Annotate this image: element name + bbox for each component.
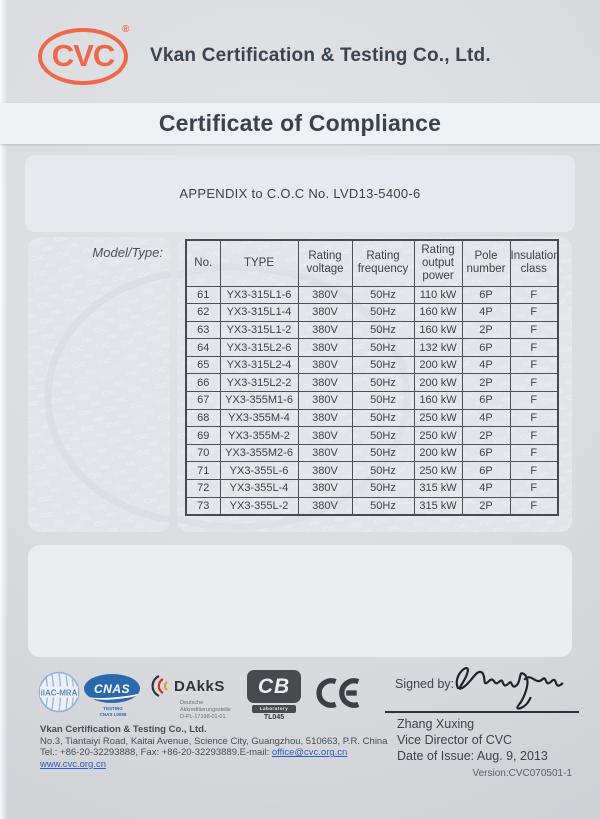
ce-mark-icon <box>308 674 360 712</box>
table-row <box>186 304 558 322</box>
cell-no: 61 <box>186 286 220 304</box>
signature-icon <box>447 655 572 710</box>
cell-output-power: 250 kW <box>414 462 462 480</box>
cell-frequency: 50Hz <box>352 286 414 304</box>
registered-trademark-icon: ® <box>122 24 130 35</box>
ratings-table <box>185 239 559 516</box>
cell-voltage: 380V <box>298 304 352 322</box>
cell-frequency: 50Hz <box>352 462 414 480</box>
cnas-subtext: TESTING CNAS L0098 <box>99 706 127 717</box>
cell-pole-number: 6P <box>462 462 510 480</box>
col-header-type: TYPE <box>220 240 298 286</box>
cell-pole-number: 2P <box>462 427 510 445</box>
col-header-rating-output-power: Rating output power <box>414 240 462 286</box>
cell-voltage: 380V <box>298 427 352 445</box>
cell-insulation-class: F <box>510 374 558 392</box>
cell-insulation-class: F <box>510 444 558 462</box>
table-row <box>186 427 558 445</box>
cell-output-power: 132 kW <box>414 339 462 357</box>
cell-frequency: 50Hz <box>352 356 414 374</box>
page-title: Certificate of Compliance <box>158 110 442 136</box>
cell-frequency: 50Hz <box>352 427 414 445</box>
cell-no: 64 <box>186 339 220 357</box>
cell-insulation-class: F <box>510 480 558 498</box>
footer-company: Vkan Certification & Testing Co., Ltd. <box>40 724 207 735</box>
cell-type: YX3-355L-4 <box>220 480 298 498</box>
cell-no: 72 <box>186 480 220 498</box>
cell-no: 71 <box>186 462 220 480</box>
table-row <box>186 497 558 515</box>
cell-no: 63 <box>186 321 220 339</box>
cell-voltage: 380V <box>298 497 352 515</box>
col-header-rating-frequency: Rating frequency <box>352 240 414 286</box>
table-row <box>186 286 558 304</box>
table-row <box>186 339 558 357</box>
cell-frequency: 50Hz <box>352 392 414 410</box>
col-header-insulation-class: Insulation class <box>510 240 558 286</box>
table-row <box>186 409 558 427</box>
cell-type: YX3-355M2-6 <box>220 444 298 462</box>
cell-voltage: 380V <box>298 339 352 357</box>
cell-insulation-class: F <box>510 392 558 410</box>
cell-frequency: 50Hz <box>352 304 414 322</box>
email-link[interactable]: office@cvc.org.cn <box>271 747 348 759</box>
cell-pole-number: 4P <box>462 356 510 374</box>
cell-type: YX3-355L-2 <box>220 497 298 515</box>
cell-pole-number: 2P <box>462 374 510 392</box>
cell-output-power: 200 kW <box>414 444 462 462</box>
website-link[interactable]: www.cvc.org.cn <box>40 758 106 770</box>
cell-output-power: 200 kW <box>414 356 462 374</box>
table-row <box>186 321 558 339</box>
cell-voltage: 380V <box>298 374 352 392</box>
model-type-box <box>28 237 170 532</box>
cell-no: 73 <box>186 497 220 515</box>
cell-pole-number: 2P <box>462 497 510 515</box>
cell-voltage: 380V <box>298 392 352 410</box>
cell-output-power: 250 kW <box>414 427 462 445</box>
col-header-no: No. <box>186 240 220 286</box>
dakks-icon: DAkkS Deutsche Akkreditierungsstelle D-PL-17198-01-01 <box>150 674 231 721</box>
cell-voltage: 380V <box>298 286 352 304</box>
cell-frequency: 50Hz <box>352 374 414 392</box>
cell-type: YX3-315L2-4 <box>220 356 298 374</box>
signer-name: Zhang Xuxing <box>397 717 475 731</box>
notes-box <box>28 545 572 657</box>
col-header-rating-voltage: Rating voltage <box>298 240 352 286</box>
cell-output-power: 315 kW <box>414 480 462 498</box>
cell-type: YX3-315L1-2 <box>220 321 298 339</box>
footer-address: No.3, Tiantaiyi Road, Kaitai Avenue, Science City, Guangzhou, 510663, P.R. China <box>40 735 388 747</box>
cell-insulation-class: F <box>510 339 558 357</box>
dakks-subtext: Deutsche Akkreditierungsstelle D-PL-17198-01-01 <box>180 700 231 720</box>
cell-type: YX3-315L1-4 <box>220 304 298 322</box>
cell-frequency: 50Hz <box>352 409 414 427</box>
cell-type: YX3-315L1-6 <box>220 286 298 304</box>
cell-type: YX3-355L-6 <box>220 462 298 480</box>
cell-voltage: 380V <box>298 480 352 498</box>
cell-type: YX3-355M-2 <box>220 427 298 445</box>
cell-voltage: 380V <box>298 409 352 427</box>
table-row <box>186 480 558 498</box>
cell-frequency: 50Hz <box>352 339 414 357</box>
cb-scheme-icon: CB Laboratory TL045 <box>247 670 301 721</box>
cell-type: YX3-315L2-6 <box>220 339 298 357</box>
table-row <box>186 462 558 480</box>
cell-output-power: 315 kW <box>414 497 462 515</box>
cell-type: YX3-355M1-6 <box>220 392 298 410</box>
cell-output-power: 160 kW <box>414 321 462 339</box>
cell-insulation-class: F <box>510 286 558 304</box>
cell-frequency: 50Hz <box>352 480 414 498</box>
cell-pole-number: 6P <box>462 444 510 462</box>
title-bar <box>0 103 600 144</box>
signature-line <box>385 711 579 713</box>
cell-no: 66 <box>186 374 220 392</box>
cnas-icon: CNAS TESTING CNAS L0098 <box>84 674 142 717</box>
table-row <box>186 392 558 410</box>
signer-title: Vice Director of CVC <box>397 733 513 747</box>
svg-text:ilAC-MRA: ilAC-MRA <box>40 688 78 698</box>
cell-no: 69 <box>186 427 220 445</box>
appendix-text: APPENDIX to C.O.C No. LVD13-5400-6 <box>179 186 421 201</box>
cell-pole-number: 2P <box>462 321 510 339</box>
ilac-mra-icon <box>38 671 80 713</box>
date-of-issue: Date of Issue: Aug. 9, 2013 <box>397 749 548 763</box>
cell-pole-number: 6P <box>462 392 510 410</box>
company-name: Vkan Certification & Testing Co., Ltd. <box>150 45 491 66</box>
cell-no: 70 <box>186 444 220 462</box>
footer-telfax-line: Tel.: +86-20-32293888, Fax: +86-20-32293889.E-mail: office@cvc.org.cn <box>40 747 348 759</box>
cell-insulation-class: F <box>510 304 558 322</box>
cvc-logo-icon <box>38 28 128 85</box>
cell-insulation-class: F <box>510 462 558 480</box>
appendix-box <box>25 155 575 232</box>
cell-pole-number: 4P <box>462 480 510 498</box>
cell-output-power: 110 kW <box>414 286 462 304</box>
cell-frequency: 50Hz <box>352 497 414 515</box>
signed-by-label: Signed by: <box>395 677 455 691</box>
cell-no: 62 <box>186 304 220 322</box>
cell-no: 67 <box>186 392 220 410</box>
table-row <box>186 374 558 392</box>
col-header-pole-number: Pole number <box>462 240 510 286</box>
table-row <box>186 356 558 374</box>
cell-voltage: 380V <box>298 356 352 374</box>
table-box <box>177 237 572 532</box>
cell-output-power: 160 kW <box>414 304 462 322</box>
cell-output-power: 200 kW <box>414 374 462 392</box>
accreditation-logos <box>0 660 380 730</box>
cvc-logo-text: CVC <box>51 37 115 73</box>
cell-voltage: 380V <box>298 462 352 480</box>
cell-insulation-class: F <box>510 356 558 374</box>
cell-type: YX3-315L2-2 <box>220 374 298 392</box>
cell-pole-number: 4P <box>462 304 510 322</box>
cell-frequency: 50Hz <box>352 444 414 462</box>
cell-voltage: 380V <box>298 321 352 339</box>
footer-contact <box>40 724 388 770</box>
cell-type: YX3-355M-4 <box>220 409 298 427</box>
cell-insulation-class: F <box>510 321 558 339</box>
table-row <box>186 444 558 462</box>
cell-no: 65 <box>186 356 220 374</box>
cell-no: 68 <box>186 409 220 427</box>
cell-insulation-class: F <box>510 409 558 427</box>
cell-pole-number: 4P <box>462 409 510 427</box>
cell-output-power: 160 kW <box>414 392 462 410</box>
model-type-label: Model/Type: <box>92 245 163 260</box>
cell-pole-number: 6P <box>462 339 510 357</box>
cell-insulation-class: F <box>510 497 558 515</box>
cell-frequency: 50Hz <box>352 321 414 339</box>
cell-voltage: 380V <box>298 444 352 462</box>
table-header-row <box>186 240 558 286</box>
cell-output-power: 250 kW <box>414 409 462 427</box>
cell-pole-number: 6P <box>462 286 510 304</box>
version-label: Version:CVC070501-1 <box>472 768 572 779</box>
cell-insulation-class: F <box>510 427 558 445</box>
